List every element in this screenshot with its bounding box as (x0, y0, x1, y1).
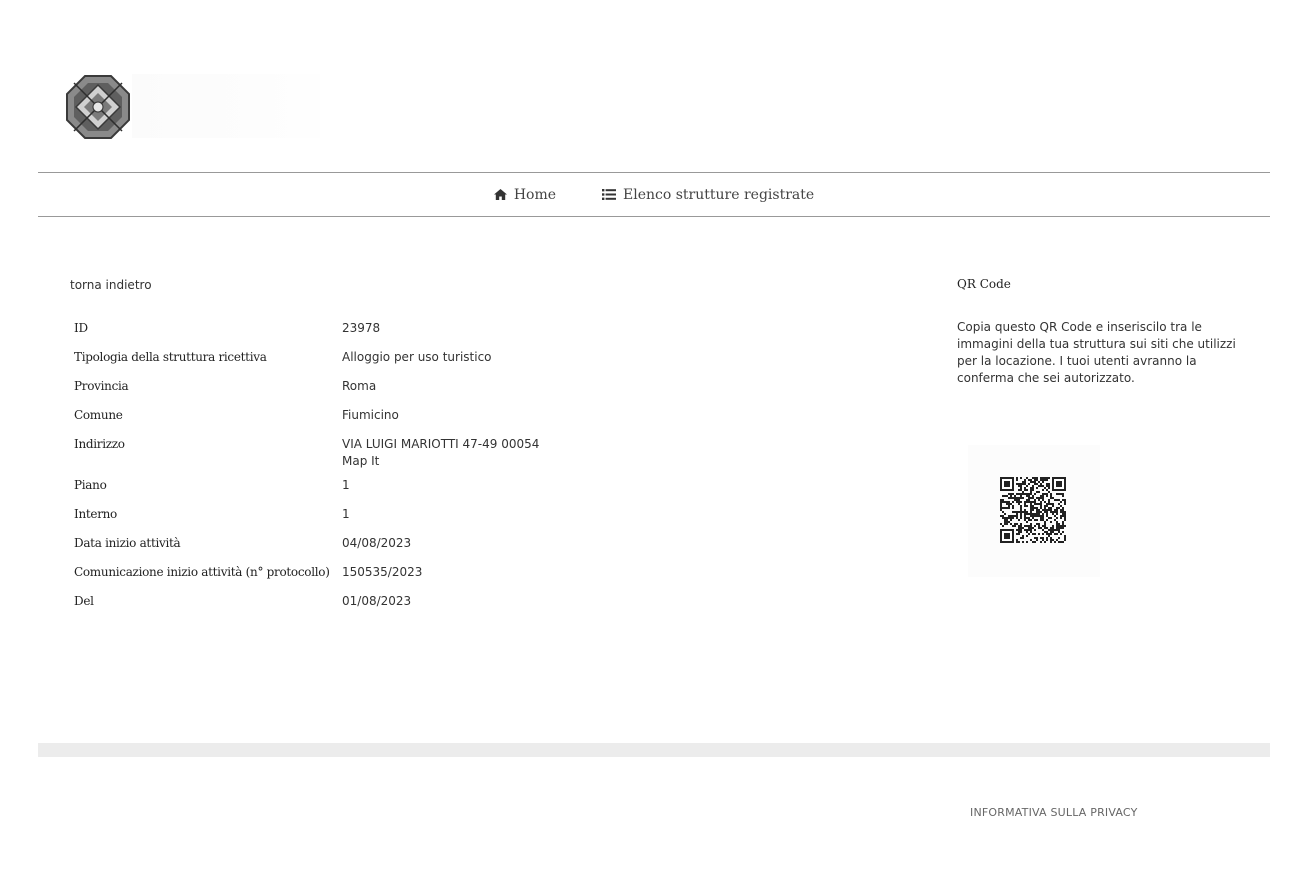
detail-label: Del (74, 594, 94, 608)
detail-value: 1 (342, 478, 350, 492)
detail-row-interno (74, 506, 539, 535)
detail-label: Indirizzo (74, 437, 125, 451)
privacy-link[interactable]: INFORMATIVA SULLA PRIVACY (970, 806, 1138, 819)
logo-banner (132, 74, 320, 138)
details-table (74, 320, 539, 622)
detail-label: Tipologia della struttura ricettiva (74, 350, 267, 364)
detail-label: Provincia (74, 379, 129, 393)
detail-label: Piano (74, 478, 107, 492)
nav-elenco-strutture[interactable] (602, 187, 814, 203)
detail-row-piano (74, 477, 539, 506)
detail-value: VIA LUIGI MARIOTTI 47-49 00054 (342, 437, 540, 451)
detail-value: Alloggio per uso turistico (342, 350, 492, 364)
detail-row-id (74, 320, 539, 349)
detail-value: 04/08/2023 (342, 536, 412, 550)
list-icon (602, 189, 616, 200)
qr-description: Copia questo QR Code e inseriscilo tra le immagini della tua struttura sui siti che utilizzi per la locazione. I tuoi utenti avranno la conferma che sei autorizzato. (957, 320, 1236, 385)
back-link[interactable]: torna indietro (70, 278, 152, 292)
detail-row-provincia (74, 378, 539, 407)
main-nav (38, 172, 1270, 217)
footer-band (38, 743, 1270, 757)
detail-row-tipologia (74, 349, 539, 378)
nav-home[interactable] (494, 187, 556, 203)
detail-value: Roma (342, 379, 377, 393)
nav-elenco-label: Elenco strutture registrate (623, 186, 815, 203)
detail-row-data-inizio (74, 535, 539, 564)
detail-row-protocollo (74, 564, 539, 593)
detail-value: 150535/2023 (342, 565, 423, 579)
nav-home-label: Home (513, 186, 557, 203)
detail-row-del (74, 593, 539, 622)
detail-value: Fiumicino (342, 408, 399, 422)
emblem-logo-icon (66, 75, 130, 139)
map-it-link[interactable]: Map It (342, 454, 380, 468)
detail-label: Data inizio attività (74, 536, 181, 550)
detail-value: 01/08/2023 (342, 594, 412, 608)
detail-label: Interno (74, 507, 117, 521)
qr-code-image[interactable] (1000, 477, 1066, 543)
detail-value: 23978 (342, 321, 381, 335)
detail-row-indirizzo (74, 436, 539, 477)
qr-title: QR Code (957, 277, 1011, 291)
detail-value: 1 (342, 507, 350, 521)
detail-value-cell (342, 436, 539, 477)
detail-label: Comune (74, 408, 123, 422)
detail-label: ID (74, 321, 88, 335)
detail-label: Comunicazione inizio attività (n° protocollo) (74, 565, 330, 579)
detail-row-comune (74, 407, 539, 436)
home-icon (494, 189, 507, 200)
site-logo[interactable] (64, 72, 320, 142)
